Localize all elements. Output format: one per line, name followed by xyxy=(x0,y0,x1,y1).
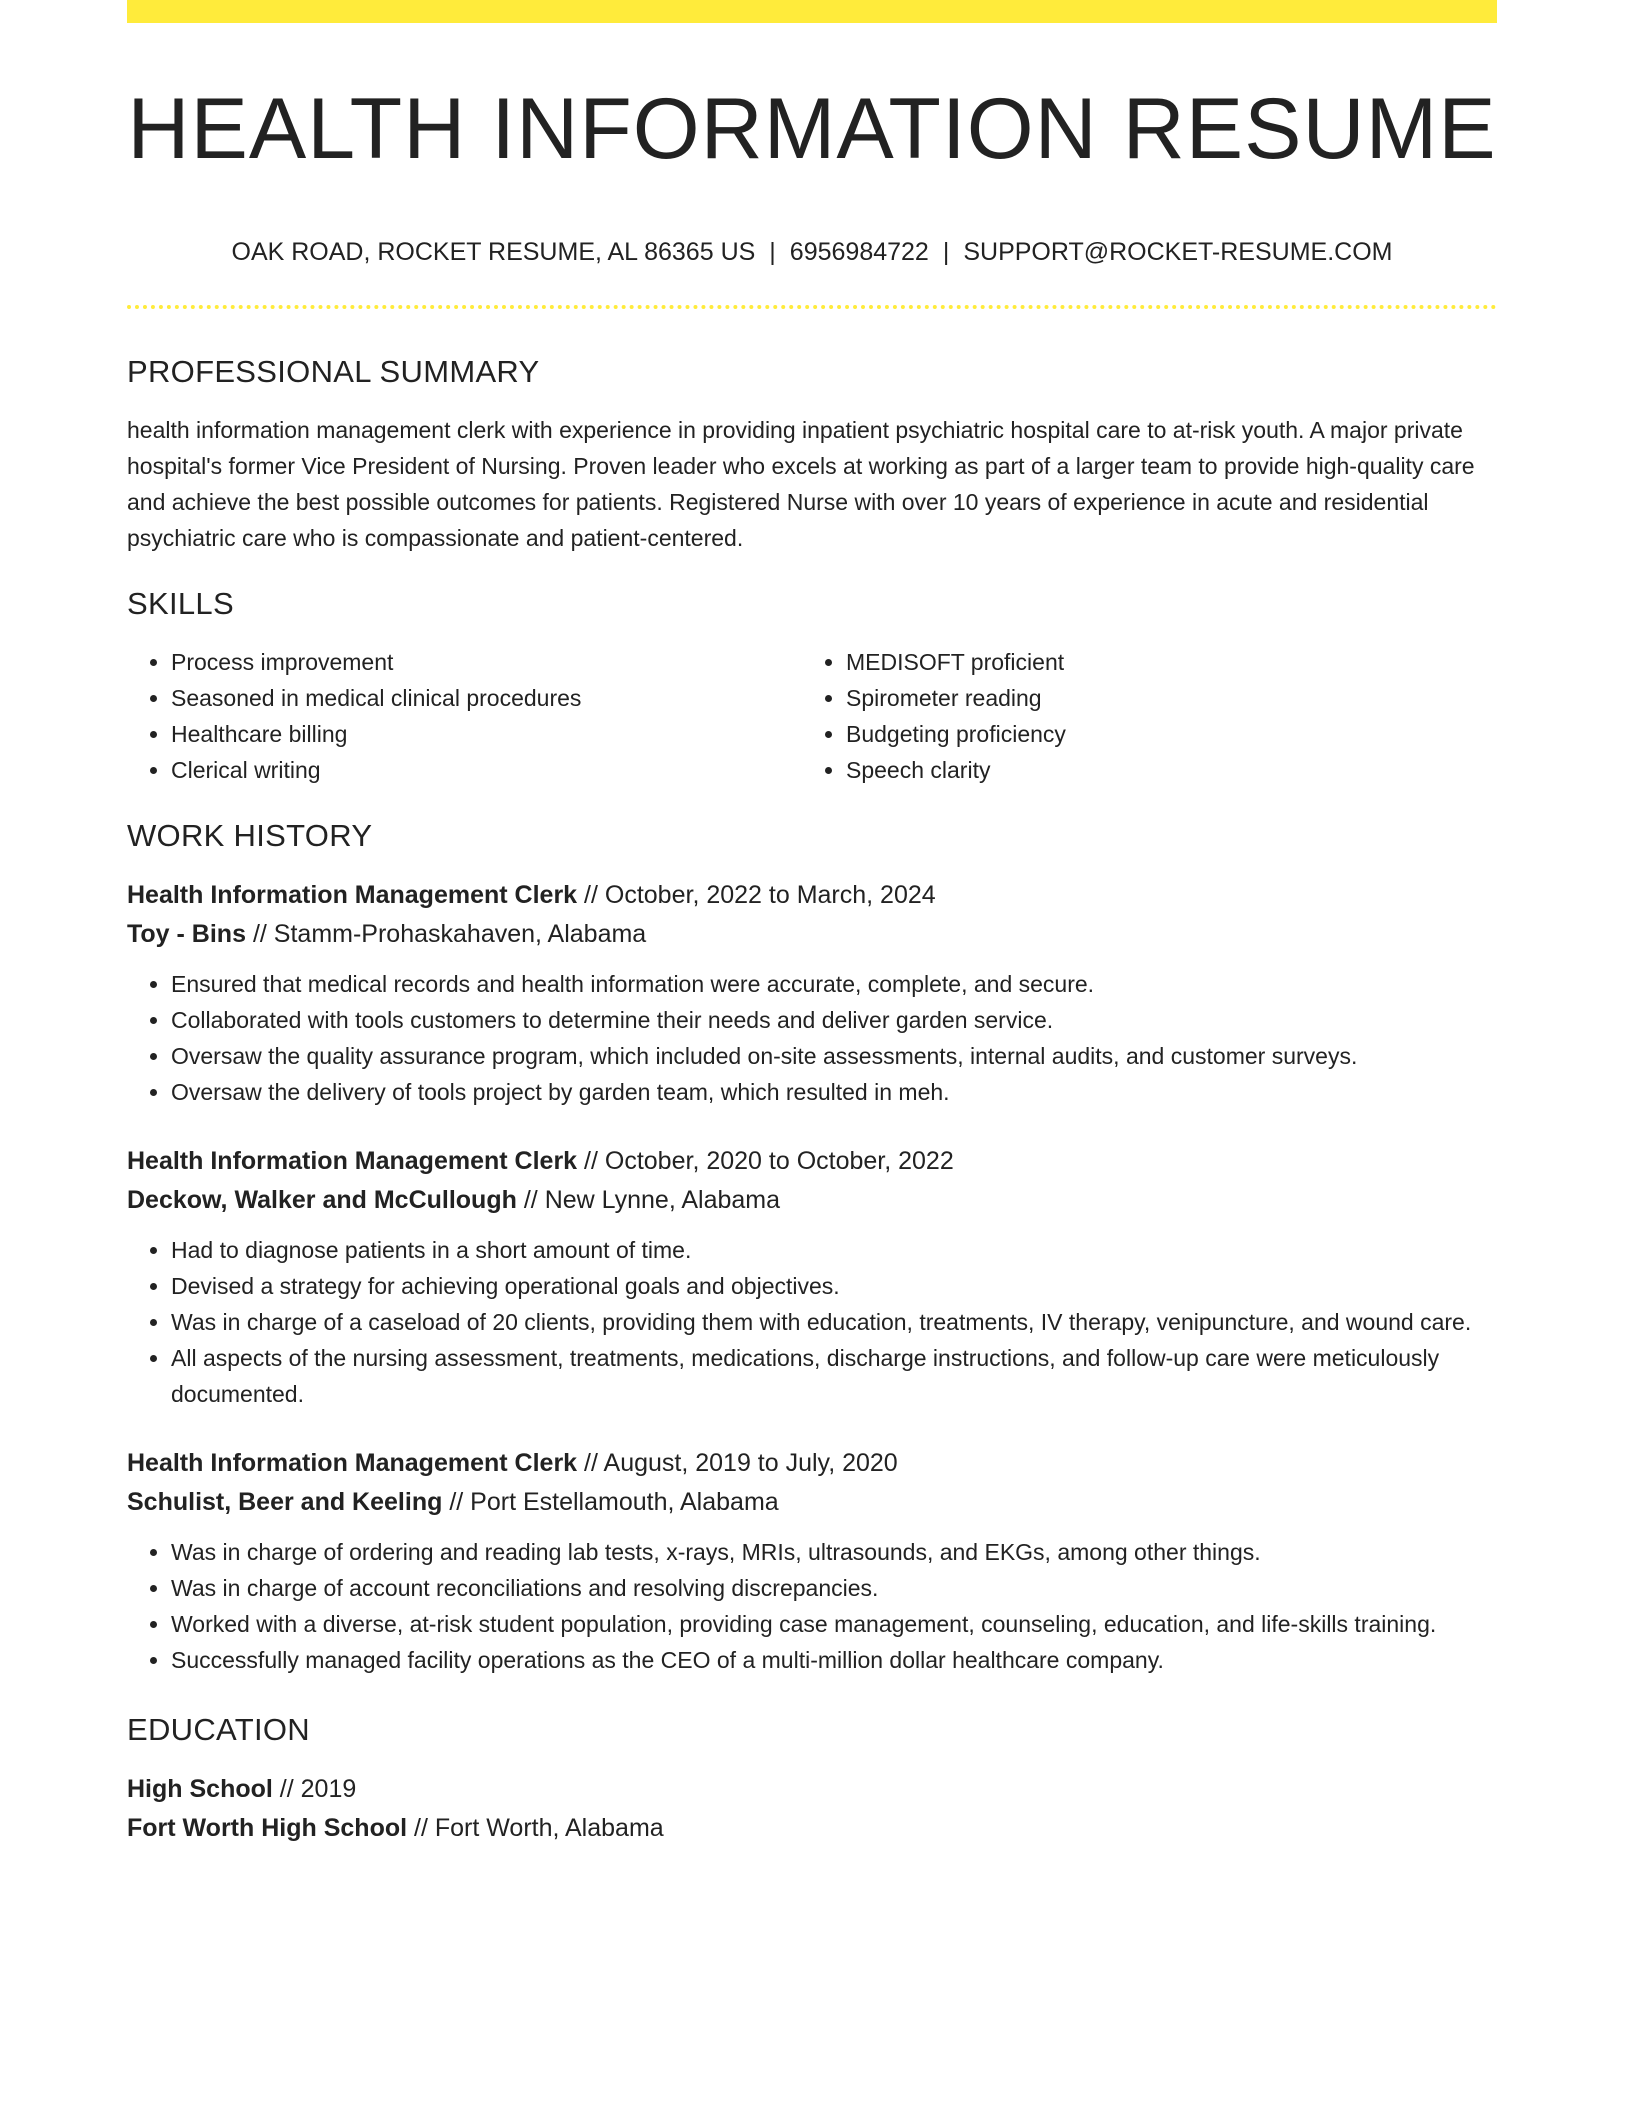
summary-section xyxy=(127,352,1497,556)
summary-text: health information management clerk with experience in providing inpatient psychiatric hospital care to at-risk youth. A major private hospital's former Vice President of Nursing. Proven leader who excels at working as part of a larger team to provide high-quality care and achieve the best possible outcomes for patients. Registered Nurse with over 10 years of experience in acute and residential psychiatric care who is compassionate and patient-centered. xyxy=(127,417,1475,551)
contact-address: OAK ROAD, ROCKET RESUME, AL 86365 US xyxy=(231,238,756,266)
skills-list-right xyxy=(802,644,1477,788)
job-location: New Lynne, Alabama xyxy=(544,1186,781,1214)
delimiter: // xyxy=(252,920,267,948)
job-title-line xyxy=(127,1444,1497,1483)
skill-item: • Seasoned in medical clinical procedures xyxy=(171,680,802,716)
job-dates: August, 2019 to July, 2020 xyxy=(603,1449,898,1477)
job-bullet: • Was in charge of a caseload of 20 clients, providing them with education, treatments, IV therapy, venipuncture, and wound care. xyxy=(171,1304,1497,1340)
contact-phone: 6956984722 xyxy=(789,238,929,266)
job-entry xyxy=(127,1444,1497,1678)
job-entry xyxy=(127,1142,1497,1412)
work-history-heading: WORK HISTORY xyxy=(127,818,373,853)
job-title-line xyxy=(127,1142,1497,1181)
job-company: Schulist, Beer and Keeling xyxy=(127,1488,443,1516)
delimiter: // xyxy=(523,1186,538,1214)
skill-item: • Process improvement xyxy=(171,644,802,680)
contact-separator: | xyxy=(769,238,776,266)
education-school: Fort Worth High School xyxy=(127,1814,408,1842)
job-bullet: • Devised a strategy for achieving operational goals and objectives. xyxy=(171,1268,1497,1304)
education-degree: High School xyxy=(127,1775,273,1803)
education-year: 2019 xyxy=(300,1775,357,1803)
skill-item: • Budgeting proficiency xyxy=(846,716,1477,752)
skills-list-left xyxy=(127,644,802,788)
delimiter: // xyxy=(584,1147,598,1175)
job-entry xyxy=(127,876,1497,1110)
education-section xyxy=(127,1710,1497,1848)
job-bullet: • Ensured that medical records and health information were accurate, complete, and secure. xyxy=(171,966,1497,1002)
education-degree-line xyxy=(127,1770,1497,1809)
delimiter: // xyxy=(414,1814,428,1842)
delimiter: // xyxy=(449,1488,464,1516)
job-location: Stamm-Prohaskahaven, Alabama xyxy=(273,920,647,948)
contact-email: SUPPORT@ROCKET-RESUME.COM xyxy=(963,238,1393,266)
job-bullet: • Successfully managed facility operations as the CEO of a multi-million dollar healthcare company. xyxy=(171,1642,1497,1678)
resume-body xyxy=(127,352,1497,1848)
skills-grid xyxy=(127,644,1497,788)
job-role: Health Information Management Clerk xyxy=(127,1147,578,1175)
job-bullet: • All aspects of the nursing assessment, treatments, medications, discharge instructions, and follow-up care were meticulously documented. xyxy=(171,1340,1497,1412)
job-bullet: • Collaborated with tools customers to determine their needs and deliver garden service. xyxy=(171,1002,1497,1038)
skill-item: • Speech clarity xyxy=(846,752,1477,788)
header-divider xyxy=(127,305,1497,309)
job-role: Health Information Management Clerk xyxy=(127,881,578,909)
education-location: Fort Worth, Alabama xyxy=(434,1814,664,1842)
page-title: HEALTH INFORMATION RESUME xyxy=(127,81,1497,177)
education-heading: EDUCATION xyxy=(127,1712,310,1747)
job-company: Deckow, Walker and McCullough xyxy=(127,1186,517,1214)
job-bullet: • Was in charge of account reconciliations and resolving discrepancies. xyxy=(171,1570,1497,1606)
contact-separator: | xyxy=(942,238,950,266)
job-bullet: • Had to diagnose patients in a short amount of time. xyxy=(171,1232,1497,1268)
education-school-line xyxy=(127,1809,1497,1848)
job-role: Health Information Management Clerk xyxy=(127,1449,578,1477)
job-company-line xyxy=(127,1181,1497,1220)
work-history-section xyxy=(127,816,1497,1678)
job-bullets xyxy=(127,1534,1497,1678)
job-dates: October, 2020 to October, 2022 xyxy=(604,1147,954,1175)
skill-item: • Spirometer reading xyxy=(846,680,1477,716)
skill-item: • MEDISOFT proficient xyxy=(846,644,1477,680)
accent-bar xyxy=(127,0,1497,23)
job-bullet-list xyxy=(127,966,1497,1110)
job-bullet: • Oversaw the quality assurance program, which included on-site assessments, internal audits, and customer surveys. xyxy=(171,1038,1497,1074)
delimiter: // xyxy=(584,881,598,909)
job-dates: October, 2022 to March, 2024 xyxy=(604,881,936,909)
job-bullets xyxy=(127,1232,1497,1412)
job-bullet: • Oversaw the delivery of tools project by garden team, which resulted in meh. xyxy=(171,1074,1497,1110)
job-company-line xyxy=(127,1483,1497,1522)
contact-line xyxy=(127,234,1497,270)
job-bullet-list xyxy=(127,1534,1497,1678)
job-company: Toy - Bins xyxy=(127,920,246,948)
delimiter: // xyxy=(279,1775,294,1803)
skill-item: • Clerical writing xyxy=(171,752,802,788)
job-bullet-list xyxy=(127,1232,1497,1412)
job-bullet: • Worked with a diverse, at-risk student population, providing case management, counseling, education, and life-skills training. xyxy=(171,1606,1497,1642)
job-title-line xyxy=(127,876,1497,915)
job-bullet: • Was in charge of ordering and reading lab tests, x-rays, MRIs, ultrasounds, and EKGs, among other things. xyxy=(171,1534,1497,1570)
job-bullets xyxy=(127,966,1497,1110)
summary-heading: PROFESSIONAL SUMMARY xyxy=(127,354,540,389)
job-company-line xyxy=(127,915,1497,954)
skills-heading: SKILLS xyxy=(127,586,234,621)
skill-item: • Healthcare billing xyxy=(171,716,802,752)
skills-section xyxy=(127,584,1497,788)
job-location: Port Estellamouth, Alabama xyxy=(470,1488,779,1516)
delimiter: // xyxy=(584,1449,598,1477)
